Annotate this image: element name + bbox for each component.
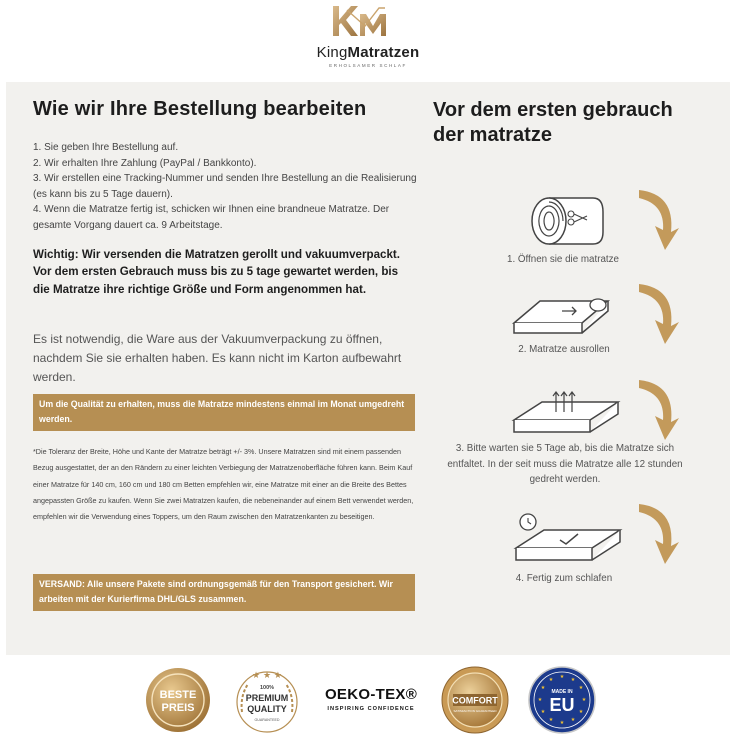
tolerance-fine-print: *Die Toleranz der Breite, Höhe und Kante der Matratze beträgt +/- 3%. Unsere Matratzen sind mit einem passenden Bezug ausgestattet, der an den Rändern zu einer leichten Verbiegung der Matratzenoberfläche führen kann. Beim Kauf einer Matratze für 140 cm, 160 cm und 180 cm Betten empfehlen wir, eine Matratze mit einer an die Breite des Bettes angepassten Größe zu kaufen. Wenn Sie zwei Matratzen kaufen, die nebeneinander auf einem Bett verwendet werden, empfehlen wir die Verwendung eines Toppers, um den Raum zwischen den Matratzenkanten zu beseitigen. <box>33 447 414 522</box>
order-steps-list <box>33 140 423 233</box>
order-step: 1. Sie geben Ihre Bestellung auf. <box>33 142 179 153</box>
eu-top: MADE IN <box>551 689 573 695</box>
oeko-tex-badge <box>318 686 424 712</box>
order-step: 2. Wir erhalten Ihre Zahlung (PayPal / Bankkonto). <box>33 157 257 169</box>
first-use-title: Vor dem ersten gebrauch der matratze <box>433 99 673 146</box>
premium-quality-badge-icon <box>232 666 302 734</box>
quality-notice-box: Um die Qualität zu erhalten, muss die Matratze mindestens einmal im Monat umgedreht werden. <box>33 394 415 431</box>
first-use-step: 3. Bitte warten sie 5 Tage ab, bis die Matratze sich entfaltet. In der seit muss die Matratze alle 12 stunden gedreht werden. <box>447 443 683 485</box>
premium-top: 100% <box>259 685 275 691</box>
brand-name: KingMatratzen <box>316 44 420 61</box>
premium-line1: PREMIUM <box>245 693 289 703</box>
order-step: 3. Wir erstellen eine Tracking-Nummer und senden Ihre Bestellung an die Realisierung (es kann bis zu 5 Tage dauern). <box>33 173 417 200</box>
oeko-tex-subtitle: INSPIRING CONFIDENCE <box>327 706 415 712</box>
order-process-column <box>33 98 423 604</box>
comfort-label: COMFORT <box>452 695 498 706</box>
svg-text:★ ★ ★: ★ ★ ★ <box>252 671 282 681</box>
best-price-badge-icon <box>145 667 211 733</box>
ready-mattress-icon <box>512 510 624 568</box>
curved-arrow-icon <box>631 374 687 444</box>
important-notice: Wichtig: Wir versenden die Matratzen gerollt und vakuumverpackt. Vor dem ersten Gebrauch muss bis zu 5 tage gewartet werden, bis die Matratze ihre richtige Größe und Form angenommen hat. <box>33 248 401 296</box>
svg-text:★: ★ <box>540 709 546 715</box>
comfort-small: SATISFACTION GUARANTEED <box>453 709 497 713</box>
expanding-mattress-icon <box>510 390 622 440</box>
unpack-instructions: Es ist notwendig, die Ware aus der Vakuumverpackung zu öffnen, nachdem Sie sie erhalten haben. Es kann nicht im Karton aufbewahrt werden. <box>33 332 402 384</box>
first-use-step: 2. Matratze ausrollen <box>518 344 610 355</box>
shipping-notice-box: VERSAND: Alle unsere Pakete sind ordnungsgemäß für den Transport gesichert. Wir arbeiten mit der Kurierfirma DHL/GLS zusammen. <box>33 574 415 611</box>
svg-text:★: ★ <box>548 717 554 723</box>
king-matratzen-logo-icon[interactable] <box>327 2 399 38</box>
curved-arrow-icon <box>631 498 687 568</box>
premium-line2: QUALITY <box>247 704 287 714</box>
svg-text:★: ★ <box>559 720 565 726</box>
curved-arrow-icon <box>631 278 687 348</box>
svg-text:★: ★ <box>540 685 546 691</box>
premium-small: GUARANTEED <box>254 718 280 722</box>
svg-text:★: ★ <box>570 677 576 683</box>
header <box>0 0 736 82</box>
order-step: 4. Wenn die Matratze fertig ist, schicken wir Ihnen eine brandneue Matratze. Der gesamte Vorgang dauert ca. 9 Arbeitstage. <box>33 204 390 231</box>
first-use-step: 1. Öffnen sie die matratze <box>507 254 619 265</box>
svg-text:★: ★ <box>581 697 587 703</box>
best-price-line1: BESTE <box>159 689 197 701</box>
comfort-badge-icon <box>441 666 509 734</box>
first-use-column <box>433 98 723 148</box>
rolled-mattress-icon <box>527 192 607 250</box>
svg-text:★: ★ <box>570 717 576 723</box>
made-in-eu-badge-icon <box>528 666 596 734</box>
svg-text:★: ★ <box>578 709 584 715</box>
oeko-tex-title: OEKO-TEX® <box>324 686 418 703</box>
svg-text:★: ★ <box>548 677 554 683</box>
first-use-step: 4. Fertig zum schlafen <box>515 573 613 584</box>
svg-text:★: ★ <box>578 685 584 691</box>
best-price-line2: PREIS <box>161 702 195 714</box>
eu-main: EU <box>549 695 575 715</box>
order-process-title: Wie wir Ihre Bestellung bearbeiten <box>33 98 367 120</box>
unroll-mattress-icon <box>510 293 616 339</box>
svg-text:★: ★ <box>559 674 565 680</box>
svg-text:★: ★ <box>537 697 543 703</box>
curved-arrow-icon <box>631 184 687 254</box>
brand-tagline: ERHOLSAMER SCHLAF <box>329 63 407 68</box>
